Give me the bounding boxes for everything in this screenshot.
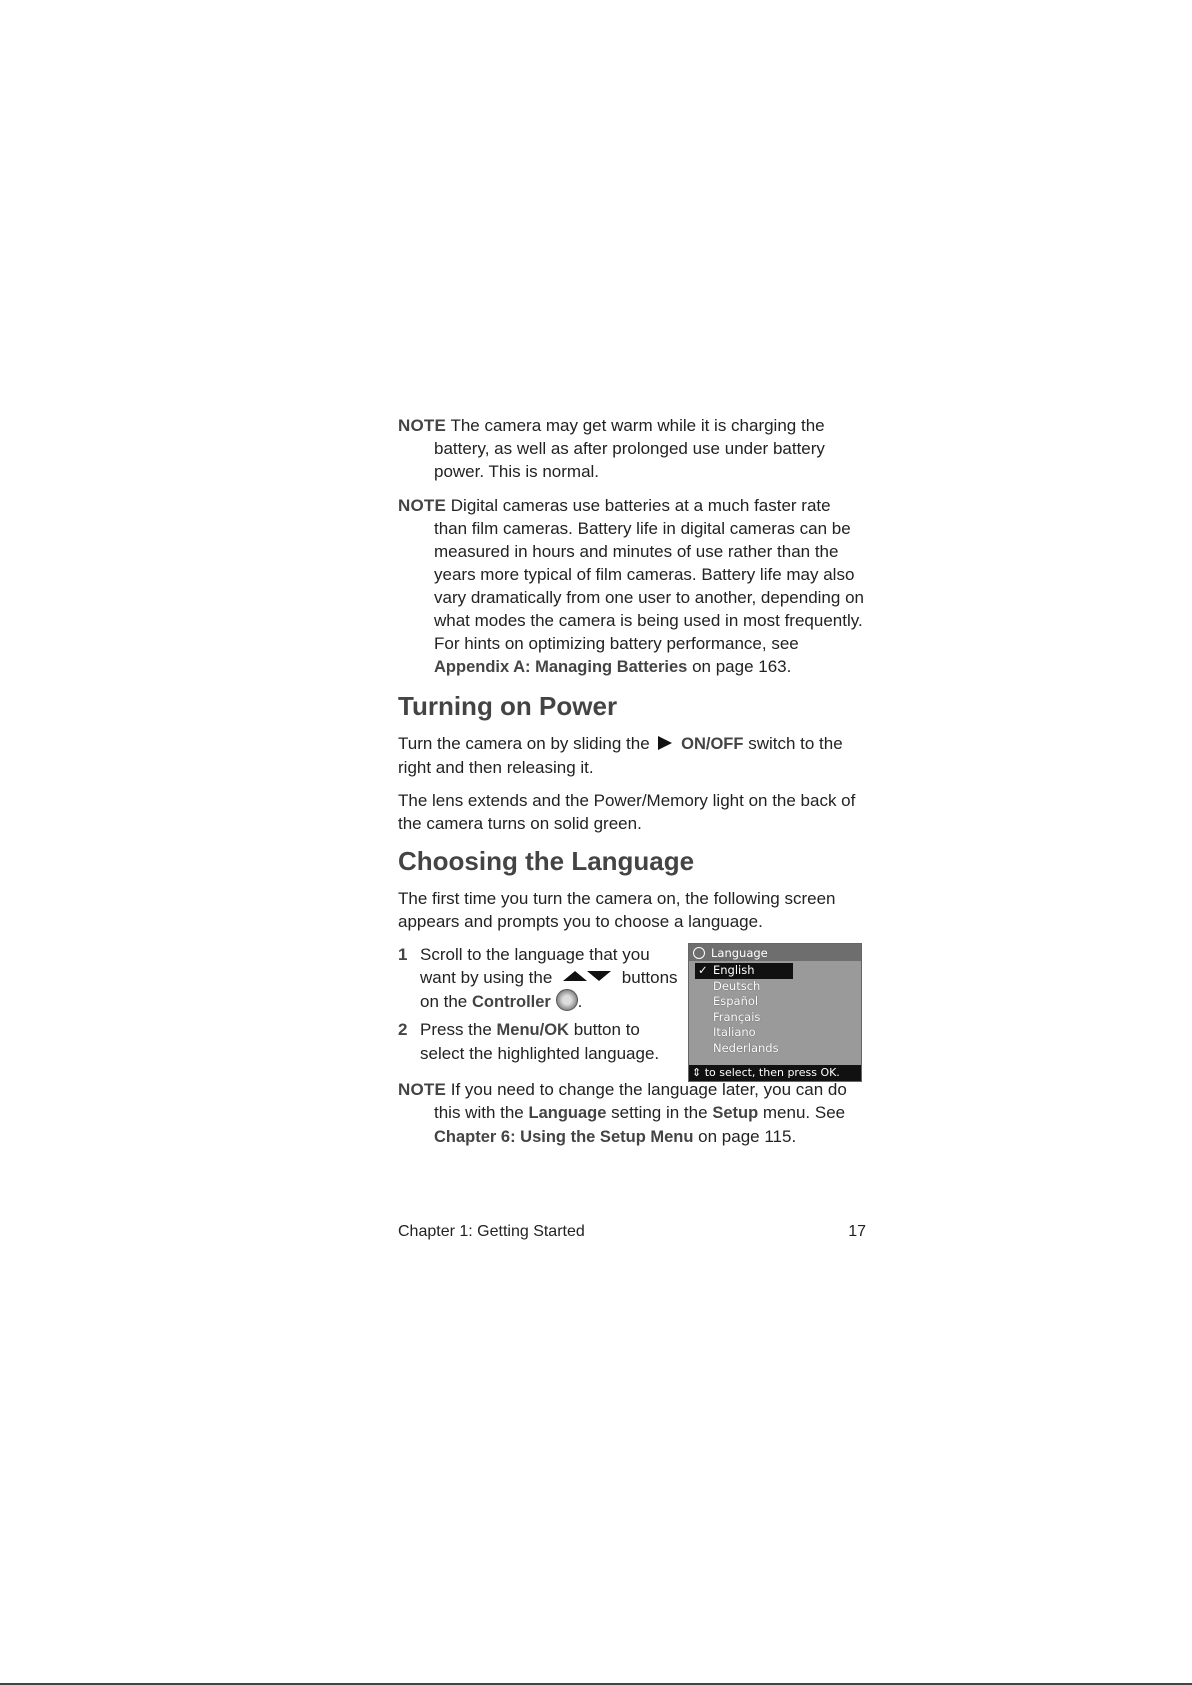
note-change-language: [398, 1078, 866, 1149]
note-text: If you need to change the language later, you can do this with the: [434, 1080, 847, 1122]
appendix-link[interactable]: Appendix A: Managing Batteries: [434, 658, 688, 676]
step-text: Scroll to the language that you want by using the: [420, 945, 650, 987]
setup-menu-label: Setup: [712, 1104, 759, 1122]
menu-ok-label: Menu/OK: [496, 1021, 569, 1039]
language-screen: [688, 943, 862, 1082]
lcd-footer: ⇕ to select, then press OK.: [689, 1065, 861, 1081]
lcd-item-english[interactable]: [695, 963, 793, 979]
globe-icon: [693, 947, 705, 959]
footer-chapter: Chapter 1: Getting Started: [398, 1223, 585, 1240]
step-number: 1: [398, 945, 408, 964]
steps-and-screen: [398, 943, 866, 1078]
note-label: NOTE: [398, 1080, 447, 1099]
step-1: [398, 943, 681, 1014]
note-warm: [398, 414, 866, 483]
steps-list: [398, 943, 681, 1069]
note-text: The camera may get warm while it is charging the battery, as well as after prolonged use under battery power. This is normal.: [434, 416, 825, 481]
lcd-item-italiano[interactable]: Italiano: [713, 1025, 756, 1039]
power-paragraph-1: [398, 732, 866, 779]
heading-turning-on-power: Turning on Power: [398, 691, 618, 721]
lcd-item-nederlands[interactable]: Nederlands: [713, 1040, 779, 1055]
note-text: Digital cameras use batteries at a much faster rate than film cameras. Battery life in digital cameras can be measured in hours and minutes of use rather than the years more typical of film cameras. Battery life may also vary dramatically from one user to another, depending on what modes the camera is being used in most frequently. For hints on optimizing battery performance, see: [434, 496, 864, 653]
lcd-title: Language: [711, 945, 768, 960]
lcd-item-label: English: [713, 963, 755, 977]
check-icon: ✓: [698, 963, 708, 977]
lcd-item-espanol[interactable]: Español: [713, 994, 759, 1008]
page-number: 17: [848, 1223, 866, 1240]
note-text: menu. See: [762, 1103, 846, 1122]
page-content: [398, 414, 866, 1160]
step-text: buttons on the: [420, 968, 678, 1011]
note-label: NOTE: [398, 496, 447, 515]
step-2: [398, 1018, 681, 1065]
up-arrow-icon: [563, 971, 587, 981]
heading-choosing-language: Choosing the Language: [398, 846, 695, 876]
step-text: Press the: [420, 1020, 492, 1039]
lcd-item-francais[interactable]: Français: [713, 1009, 761, 1024]
on-off-label: ON/OFF: [681, 735, 744, 753]
note-text: on page 115.: [698, 1127, 797, 1146]
language-setting-label: Language: [528, 1104, 607, 1122]
note-text: setting in the: [611, 1103, 708, 1122]
lcd-item-deutsch[interactable]: Deutsch: [713, 978, 761, 993]
note-text-after: on page 163.: [692, 657, 792, 676]
controller-icon: [556, 989, 578, 1011]
power-paragraph-2: The lens extends and the Power/Memory light on the back of the camera turns on solid green.: [398, 791, 856, 833]
note-batteries: [398, 494, 866, 679]
power-text-after: switch to the right and then releasing it.: [398, 734, 843, 777]
lcd-header: [689, 944, 861, 961]
note-label: NOTE: [398, 416, 447, 435]
controller-label: Controller: [472, 993, 551, 1011]
play-arrow-icon: [658, 736, 672, 750]
language-intro: The first time you turn the camera on, the following screen appears and prompts you to choose a language.: [398, 889, 836, 931]
chapter6-link[interactable]: Chapter 6: Using the Setup Menu: [434, 1128, 694, 1146]
step-text: button to select the highlighted language.: [420, 1020, 660, 1063]
power-text-before: Turn the camera on by sliding the: [398, 734, 650, 753]
step-number: 2: [398, 1020, 408, 1039]
lcd-language-list: [689, 961, 861, 1056]
down-arrow-icon: [587, 971, 611, 981]
step-text: .: [577, 992, 583, 1011]
